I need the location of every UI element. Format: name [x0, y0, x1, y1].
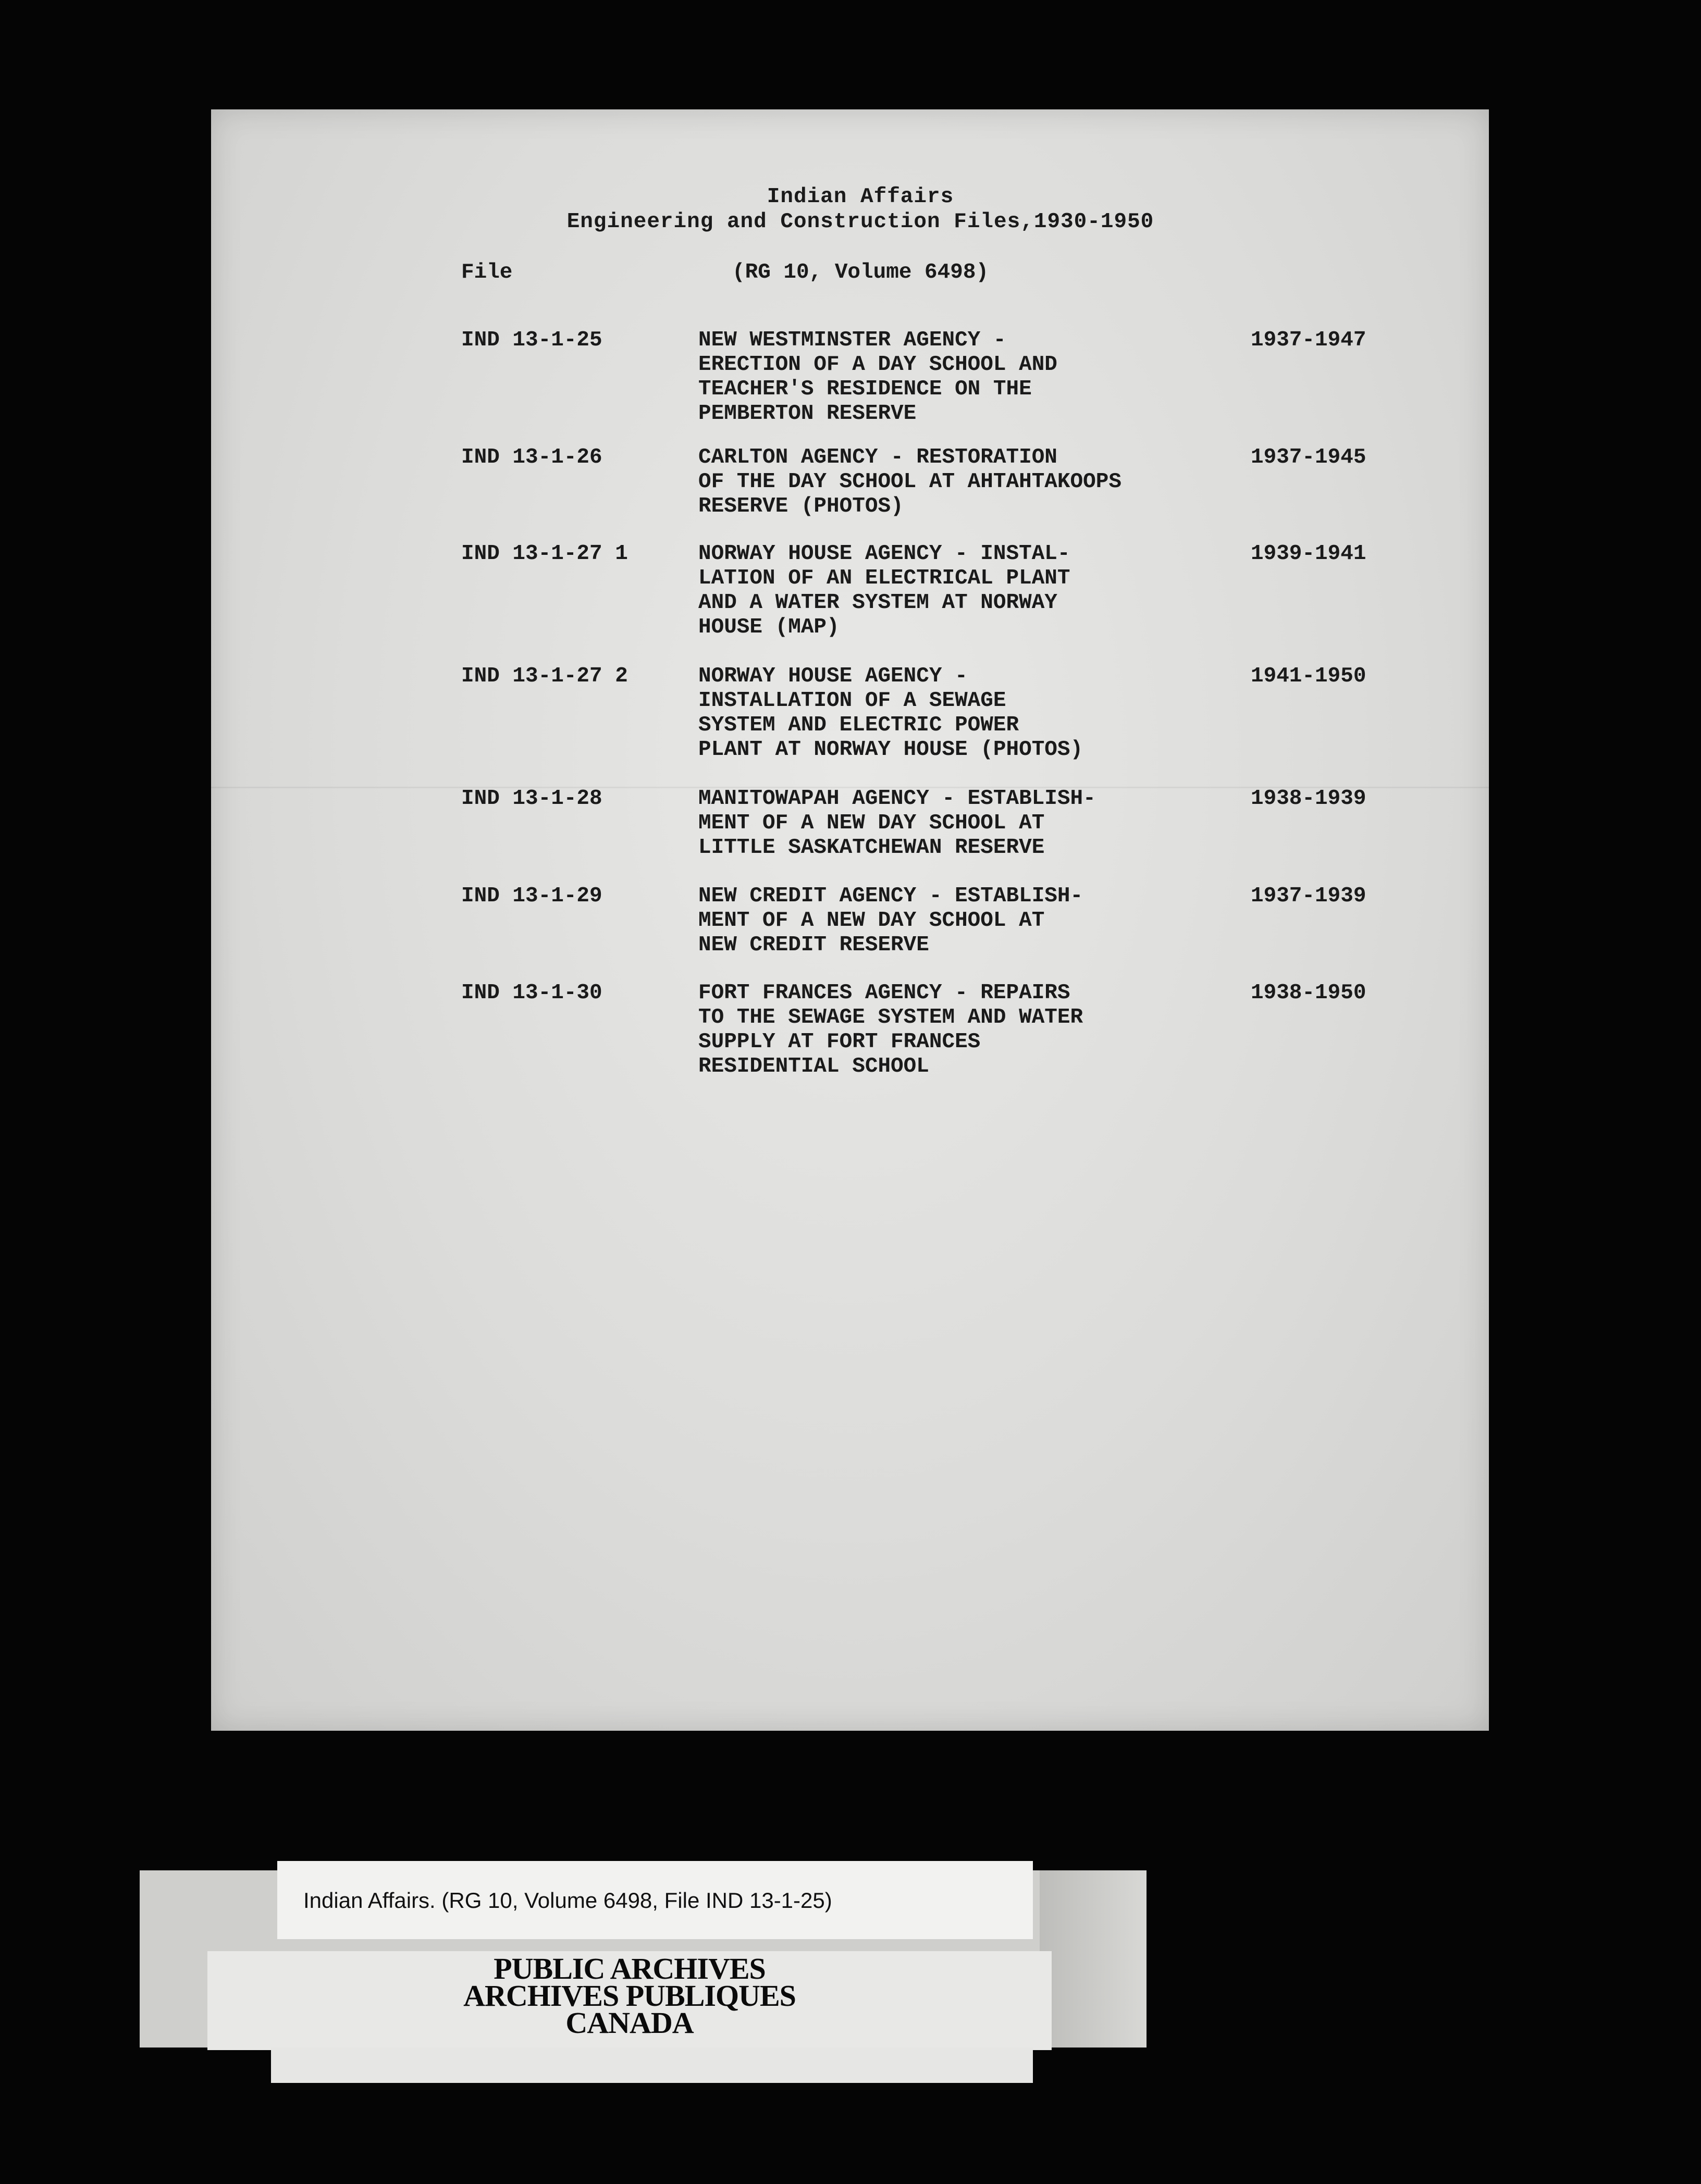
- entry-dates: 1937-1945: [1251, 445, 1366, 469]
- entry-file-number: IND 13-1-29: [461, 884, 602, 908]
- volume-label: (RG 10, Volume 6498): [732, 260, 989, 284]
- entry-description: NORWAY HOUSE AGENCY - INSTALLATION OF A SEWAGE SYSTEM AND ELECTRIC POWER PLANT AT NORWAY HOUSE (PHOTOS): [698, 664, 1083, 762]
- reference-label-text: Indian Affairs. (RG 10, Volume 6498, File IND 13-1-25): [303, 1888, 832, 1913]
- reference-label-card: [277, 1861, 1033, 1939]
- entry-description: NEW CREDIT AGENCY - ESTABLISH- MENT OF A NEW DAY SCHOOL AT NEW CREDIT RESERVE: [698, 884, 1083, 957]
- entry-file-number: IND 13-1-26: [461, 445, 602, 469]
- label-strip-bottom: [271, 2047, 1033, 2083]
- entry-description: FORT FRANCES AGENCY - REPAIRS TO THE SEWAGE SYSTEM AND WATER SUPPLY AT FORT FRANCES RESIDENTIAL SCHOOL: [698, 981, 1083, 1078]
- entry-dates: 1941-1950: [1251, 664, 1366, 688]
- entry-file-number: IND 13-1-25: [461, 328, 602, 352]
- entry-dates: 1937-1947: [1251, 328, 1366, 352]
- file-column-label: File: [461, 260, 513, 284]
- entry-file-number: IND 13-1-27 1: [461, 542, 628, 566]
- header-subtitle: Engineering and Construction Files,1930-1950: [566, 210, 1154, 234]
- header-title: Indian Affairs: [767, 185, 954, 209]
- stamp-line: CANADA: [565, 2006, 694, 2040]
- entry-description: MANITOWAPAH AGENCY - ESTABLISH- MENT OF A NEW DAY SCHOOL AT LITTLE SASKATCHEWAN RESERVE: [698, 787, 1096, 860]
- entry-description: NORWAY HOUSE AGENCY - INSTAL- LATION OF AN ELECTRICAL PLANT AND A WATER SYSTEM AT NORWAY HOUSE (MAP): [698, 542, 1070, 639]
- entry-file-number: IND 13-1-28: [461, 787, 602, 811]
- archives-stamp: [207, 1951, 1052, 2050]
- entry-file-number: IND 13-1-30: [461, 981, 602, 1005]
- label-strip-edge: [1040, 1870, 1147, 2047]
- stamp-line: ARCHIVES PUBLIQUES: [463, 1979, 796, 2013]
- entry-dates: 1939-1941: [1251, 542, 1366, 566]
- stamp-line: PUBLIC ARCHIVES: [494, 1952, 766, 1986]
- entry-file-number: IND 13-1-27 2: [461, 664, 628, 688]
- document-page: [211, 109, 1489, 1731]
- entry-description: CARLTON AGENCY - RESTORATION OF THE DAY SCHOOL AT AHTAHTAKOOPS RESERVE (PHOTOS): [698, 445, 1121, 518]
- entry-dates: 1938-1950: [1251, 981, 1366, 1005]
- entry-dates: 1938-1939: [1251, 787, 1366, 811]
- entry-dates: 1937-1939: [1251, 884, 1366, 908]
- entry-description: NEW WESTMINSTER AGENCY - ERECTION OF A DAY SCHOOL AND TEACHER'S RESIDENCE ON THE PEMBERTON RESERVE: [698, 328, 1057, 426]
